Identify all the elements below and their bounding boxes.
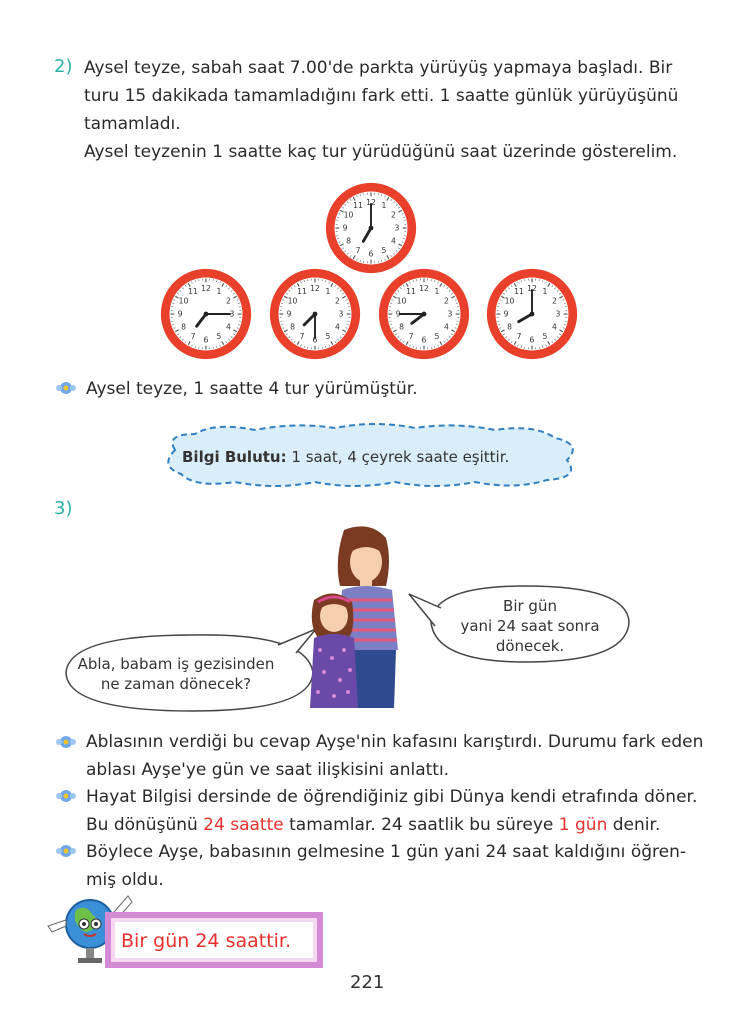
clock-number: 10 [178,296,189,306]
clock-number: 5 [434,332,440,342]
clock-number: 6 [203,335,209,345]
clock-number: 12 [366,197,376,207]
q2-answer: Aysel teyze, 1 saatte 4 tur yürümüştür. [86,379,418,399]
clock-number: 11 [188,287,198,297]
clock-number: 3 [555,309,561,319]
clock-number: 8 [181,322,186,332]
clock-center [530,312,535,317]
clock-number: 8 [346,236,351,246]
p1-line-1: Ablasının verdiği bu cevap Ayşe'nin kafasını karıştırdı. Durumu fark eden [86,732,704,752]
clock-8-00 [484,266,580,362]
speech-woman-line-3: dönecek. [495,637,565,655]
p2-text-a: Bu dönüşünü [86,815,204,835]
clock-number: 6 [312,335,318,345]
clock-number: 9 [342,223,348,233]
clock-number: 3 [338,309,344,319]
p2-line-1: Hayat Bilgisi dersinde de öğrendiğiniz gibi Dünya kendi etrafında döner. [86,787,698,807]
clock-number: 2 [552,296,557,306]
p2-text-c: denir. [607,815,661,835]
flower-bullet-icon [55,788,77,804]
clock-number: 3 [394,223,400,233]
clock-number: 5 [542,332,548,342]
question-number-2: 2) [54,56,73,77]
speech-girl-line-2: ne zaman dönecek? [100,675,252,693]
clock-number: 2 [391,210,396,220]
clock-number: 10 [396,296,407,306]
clock-number: 8 [399,322,404,332]
speech-woman-line-1: Bir gün [503,597,557,615]
clock-7-15 [158,266,254,362]
clock-number: 10 [343,210,354,220]
summary-box [105,912,323,968]
clock-number: 6 [368,249,374,259]
clock-7-45 [376,266,472,362]
flower-bullet-icon [55,734,77,750]
p3-line-2: miş oldu. [86,870,164,890]
woman-and-girl-illustration [300,520,412,708]
clock-number: 1 [434,287,440,297]
clock-number: 11 [514,287,524,297]
p2-highlight-24-hours: 24 saatte [203,815,284,835]
clock-number: 11 [406,287,416,297]
clock-number: 4 [226,322,231,332]
q2-line-1: Aysel teyze, sabah saat 7.00'de parkta yürüyüş yapmaya başladı. Bir [84,58,673,78]
clock-number: 12 [527,283,537,293]
clock-center [313,312,318,317]
question-number-3: 3) [54,498,73,519]
clock-number: 5 [216,332,222,342]
page-number: 221 [350,972,385,993]
clock-number: 4 [335,322,340,332]
clock-number: 2 [335,296,340,306]
clock-number: 1 [542,287,548,297]
p2-text-b: tamamlar. 24 saatlik bu süreye [283,815,559,835]
clock-number: 1 [381,201,387,211]
clock-number: 4 [391,236,396,246]
clock-number: 5 [325,332,331,342]
info-cloud-label: Bilgi Bulutu: [182,448,287,466]
clock-number: 7 [516,332,522,342]
summary-text: Bir gün 24 saattir. [121,930,292,952]
speech-woman-line-2: yani 24 saat sonra [460,617,600,635]
clock-number: 12 [201,283,211,293]
clock-number: 1 [325,287,331,297]
flower-bullet-icon [55,843,77,859]
clock-number: 3 [447,309,453,319]
clock-number: 9 [395,309,401,319]
p2-highlight-1-day: 1 gün [558,815,608,835]
clock-number: 9 [177,309,183,319]
clock-number: 7 [299,332,305,342]
clock-number: 11 [297,287,307,297]
clock-number: 7 [408,332,414,342]
clock-number: 12 [310,283,320,293]
clock-number: 8 [290,322,295,332]
info-cloud-body: 1 saat, 4 çeyrek saate eşittir. [291,448,510,466]
clock-number: 3 [229,309,235,319]
q2-line-4: Aysel teyzenin 1 saatte kaç tur yürüdüğünü saat üzerinde gösterelim. [84,142,678,162]
q2-line-3: tamamladı. [84,114,181,134]
clock-number: 7 [190,332,196,342]
info-cloud-text [182,448,509,466]
clock-number: 8 [507,322,512,332]
clock-number: 7 [355,246,361,256]
clock-number: 6 [421,335,427,345]
clock-number: 5 [381,246,387,256]
clock-number: 10 [287,296,298,306]
clock-7-00 [323,180,419,276]
q2-line-2: turu 15 dakikada tamamladığını fark etti. 1 saatte günlük yürüyüşünü [84,86,679,106]
clock-number: 11 [353,201,363,211]
clock-number: 2 [226,296,231,306]
clock-number: 2 [444,296,449,306]
clock-number: 1 [216,287,222,297]
clock-center [422,312,427,317]
clock-center [369,226,374,231]
flower-bullet-icon [55,380,77,396]
p1-line-2: ablası Ayşe'ye gün ve saat ilişkisini anlattı. [86,760,450,780]
p2-line-2 [86,811,660,839]
clock-number: 4 [552,322,557,332]
clock-number: 12 [419,283,429,293]
clock-number: 4 [444,322,449,332]
clock-number: 6 [529,335,535,345]
clock-number: 9 [503,309,509,319]
clock-center [204,312,209,317]
speech-girl-line-1: Abla, babam iş gezisinden [77,655,275,673]
p3-line-1: Böylece Ayşe, babasının gelmesine 1 gün yani 24 saat kaldığını öğren- [86,842,686,862]
clock-number: 10 [504,296,515,306]
clock-7-30 [267,266,363,362]
clock-number: 9 [286,309,292,319]
